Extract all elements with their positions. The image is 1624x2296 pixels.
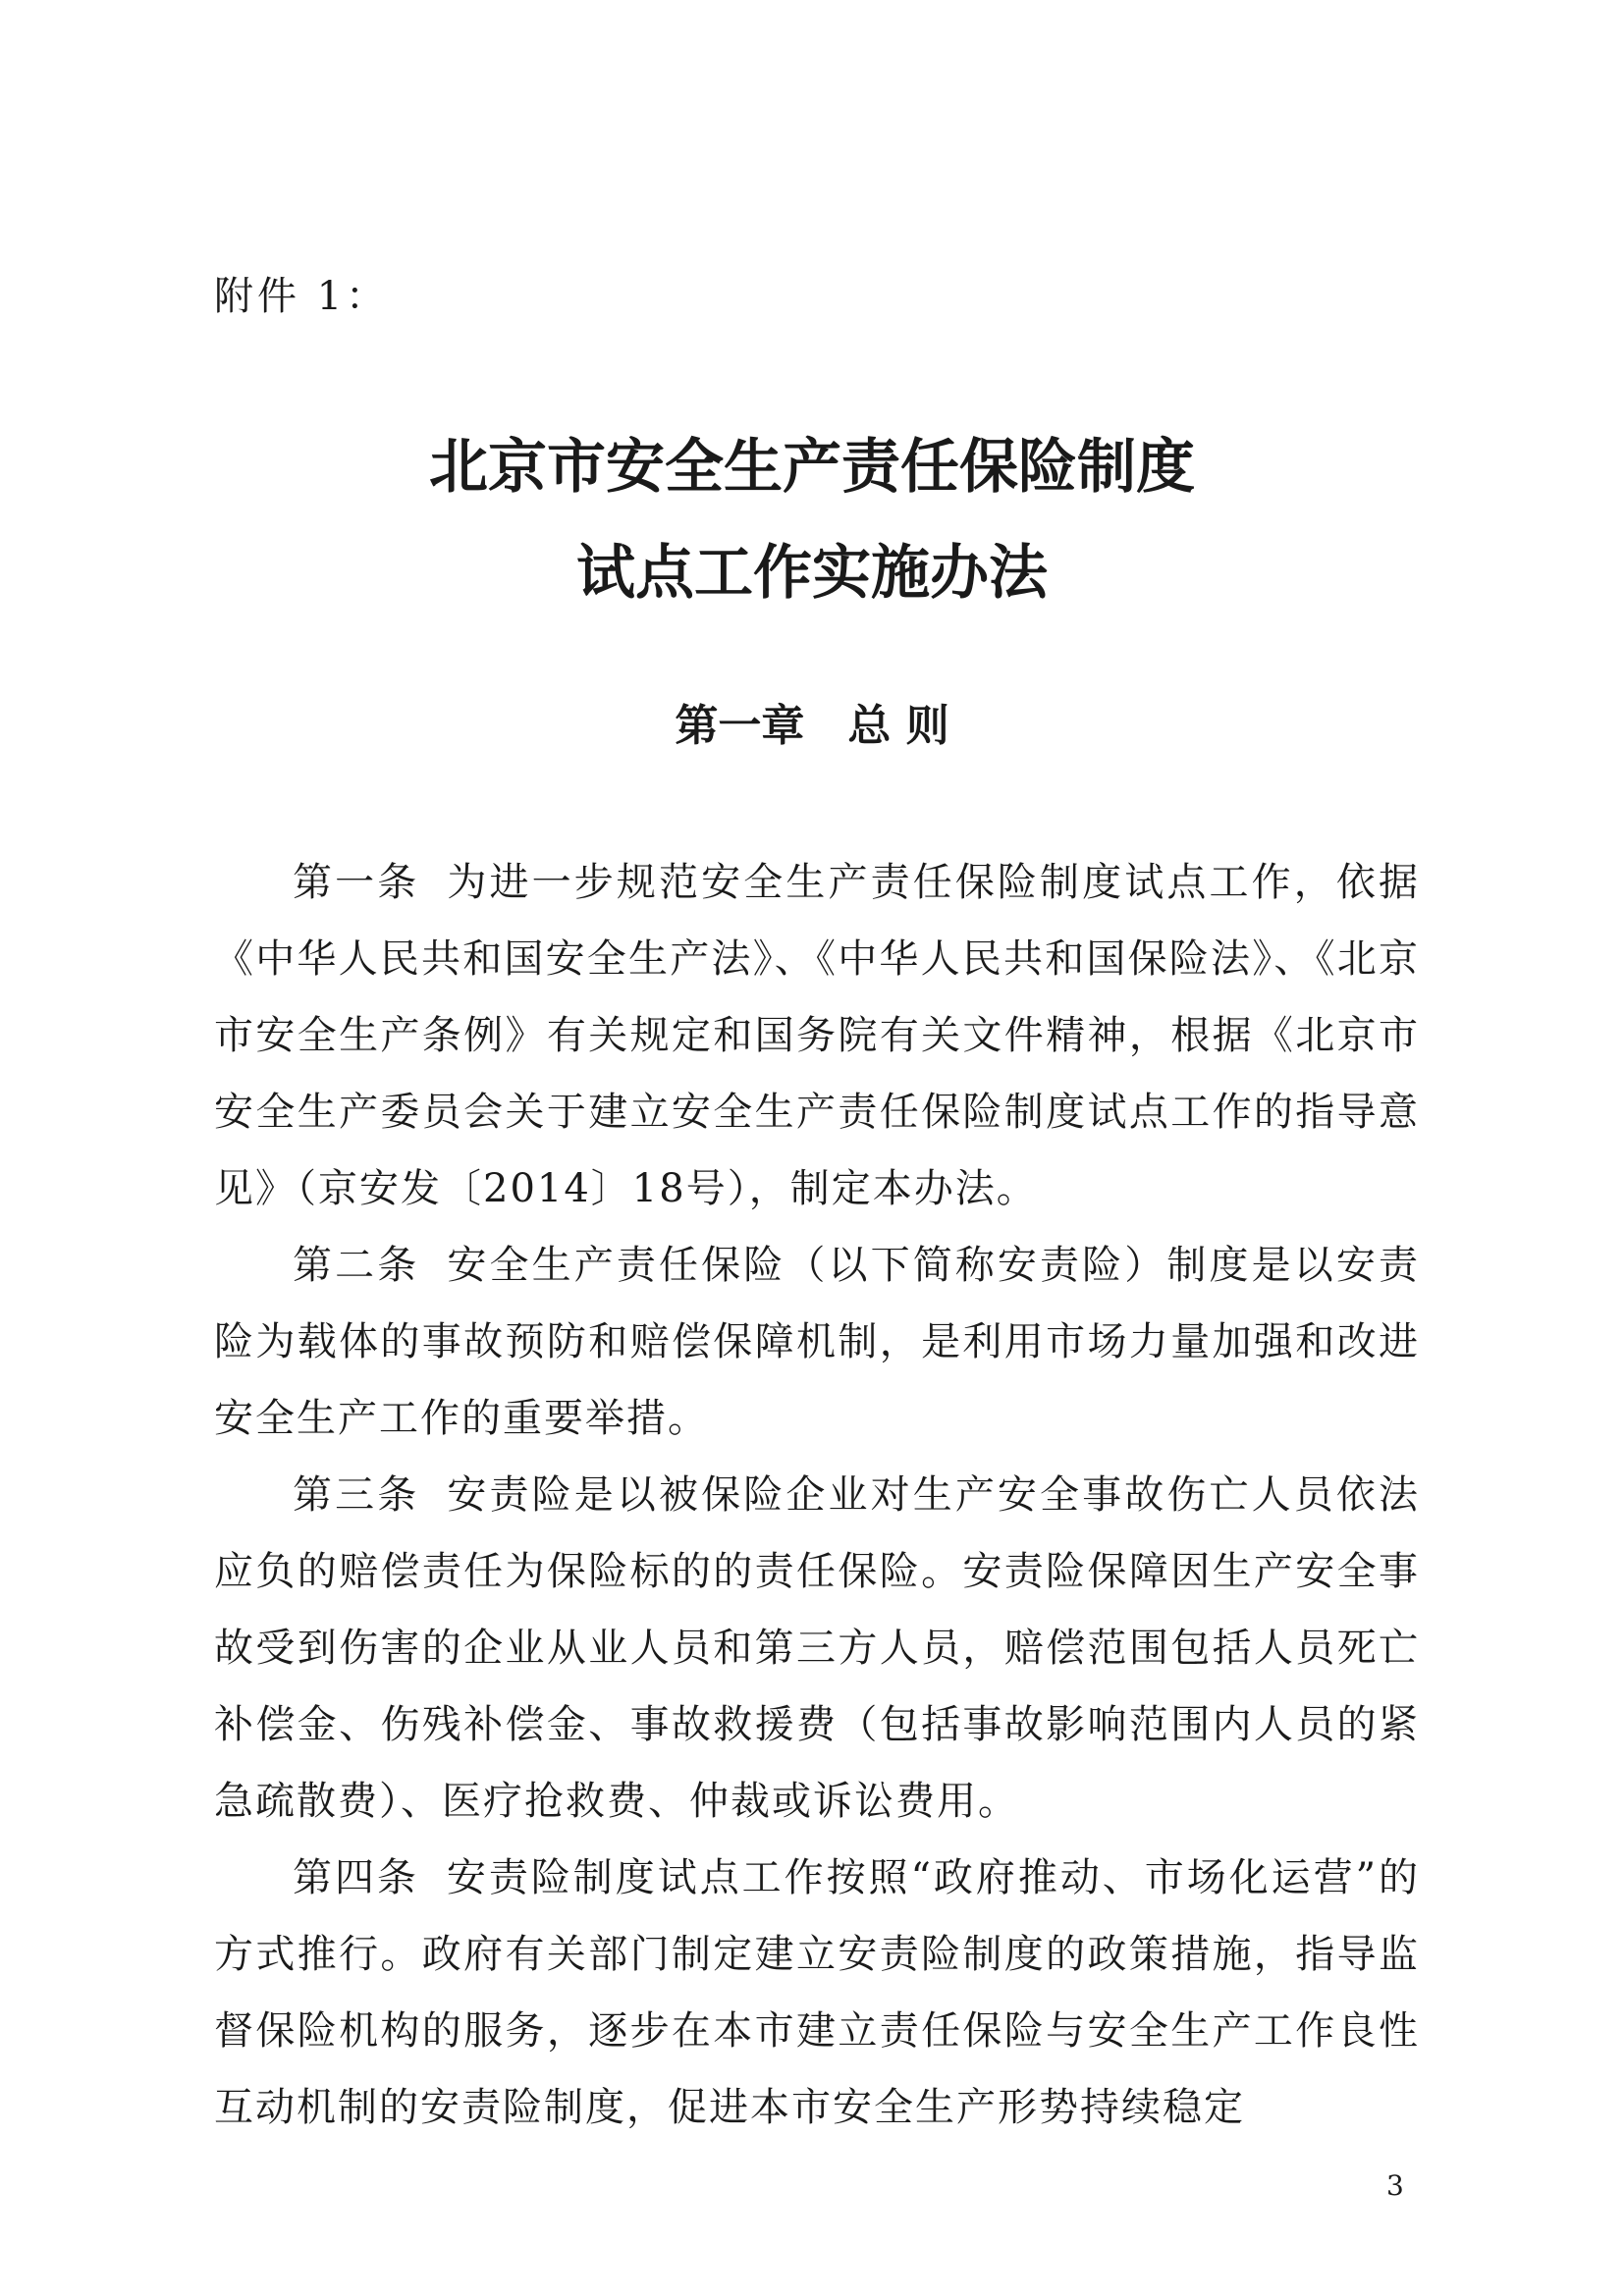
page-number: 3	[1386, 2169, 1404, 2202]
document-title-line-2: 试点工作实施办法	[576, 539, 1048, 608]
chapter-number: 第一章	[675, 701, 805, 751]
article-label: 第二条	[293, 1243, 420, 1288]
document-title-line-1: 北京市安全生产责任保险制度	[429, 433, 1195, 502]
chapter-heading	[0, 701, 1624, 751]
article-paragraph	[214, 1457, 1420, 1840]
article-paragraph	[214, 844, 1420, 1227]
article-text: 安责险制度试点工作按照“政府推动、市场化运营”的方式推行。政府有关部门制定建立安责险制度的政策措施，指导监督保险机构的服务，逐步在本市建立责任保险与安全生产工作良性互动机制的安责险制度，促进本市安全生产形势持续稳定	[214, 1855, 1421, 2130]
article-text: 为进一步规范安全生产责任保险制度试点工作，依据《中华人民共和国安全生产法》、《中华人民共和国保险法》、《北京市安全生产条例》有关规定和国务院有关文件精神，根据《北京市安全生产委员会关于建立安全生产责任保险制度试点工作的指导意见》（京安发〔2014〕18号），制定本办法。	[214, 860, 1421, 1211]
article-label: 第三条	[293, 1472, 420, 1518]
article-text: 安全生产责任保险（以下简称安责险）制度是以安责险为载体的事故预防和赔偿保障机制，是利用市场力量加强和改进安全生产工作的重要举措。	[214, 1243, 1421, 1441]
article-paragraph	[214, 1227, 1420, 1457]
chapter-name: 总 则	[847, 701, 949, 751]
article-label: 第一条	[293, 860, 420, 905]
article-paragraph	[214, 1840, 1420, 2146]
article-text: 安责险是以被保险企业对生产安全事故伤亡人员依法应负的赔偿责任为保险标的的责任保险。安责险保障因生产安全事故受到伤害的企业从业人员和第三方人员，赔偿范围包括人员死亡补偿金、伤残补偿金、事故救援费（包括事故影响范围内人员的紧急疏散费）、医疗抢救费、仲裁或诉讼费用。	[214, 1472, 1421, 1824]
article-label: 第四条	[293, 1855, 419, 1900]
document-body	[214, 844, 1420, 2146]
attachment-label: 附件 1：	[214, 274, 390, 319]
